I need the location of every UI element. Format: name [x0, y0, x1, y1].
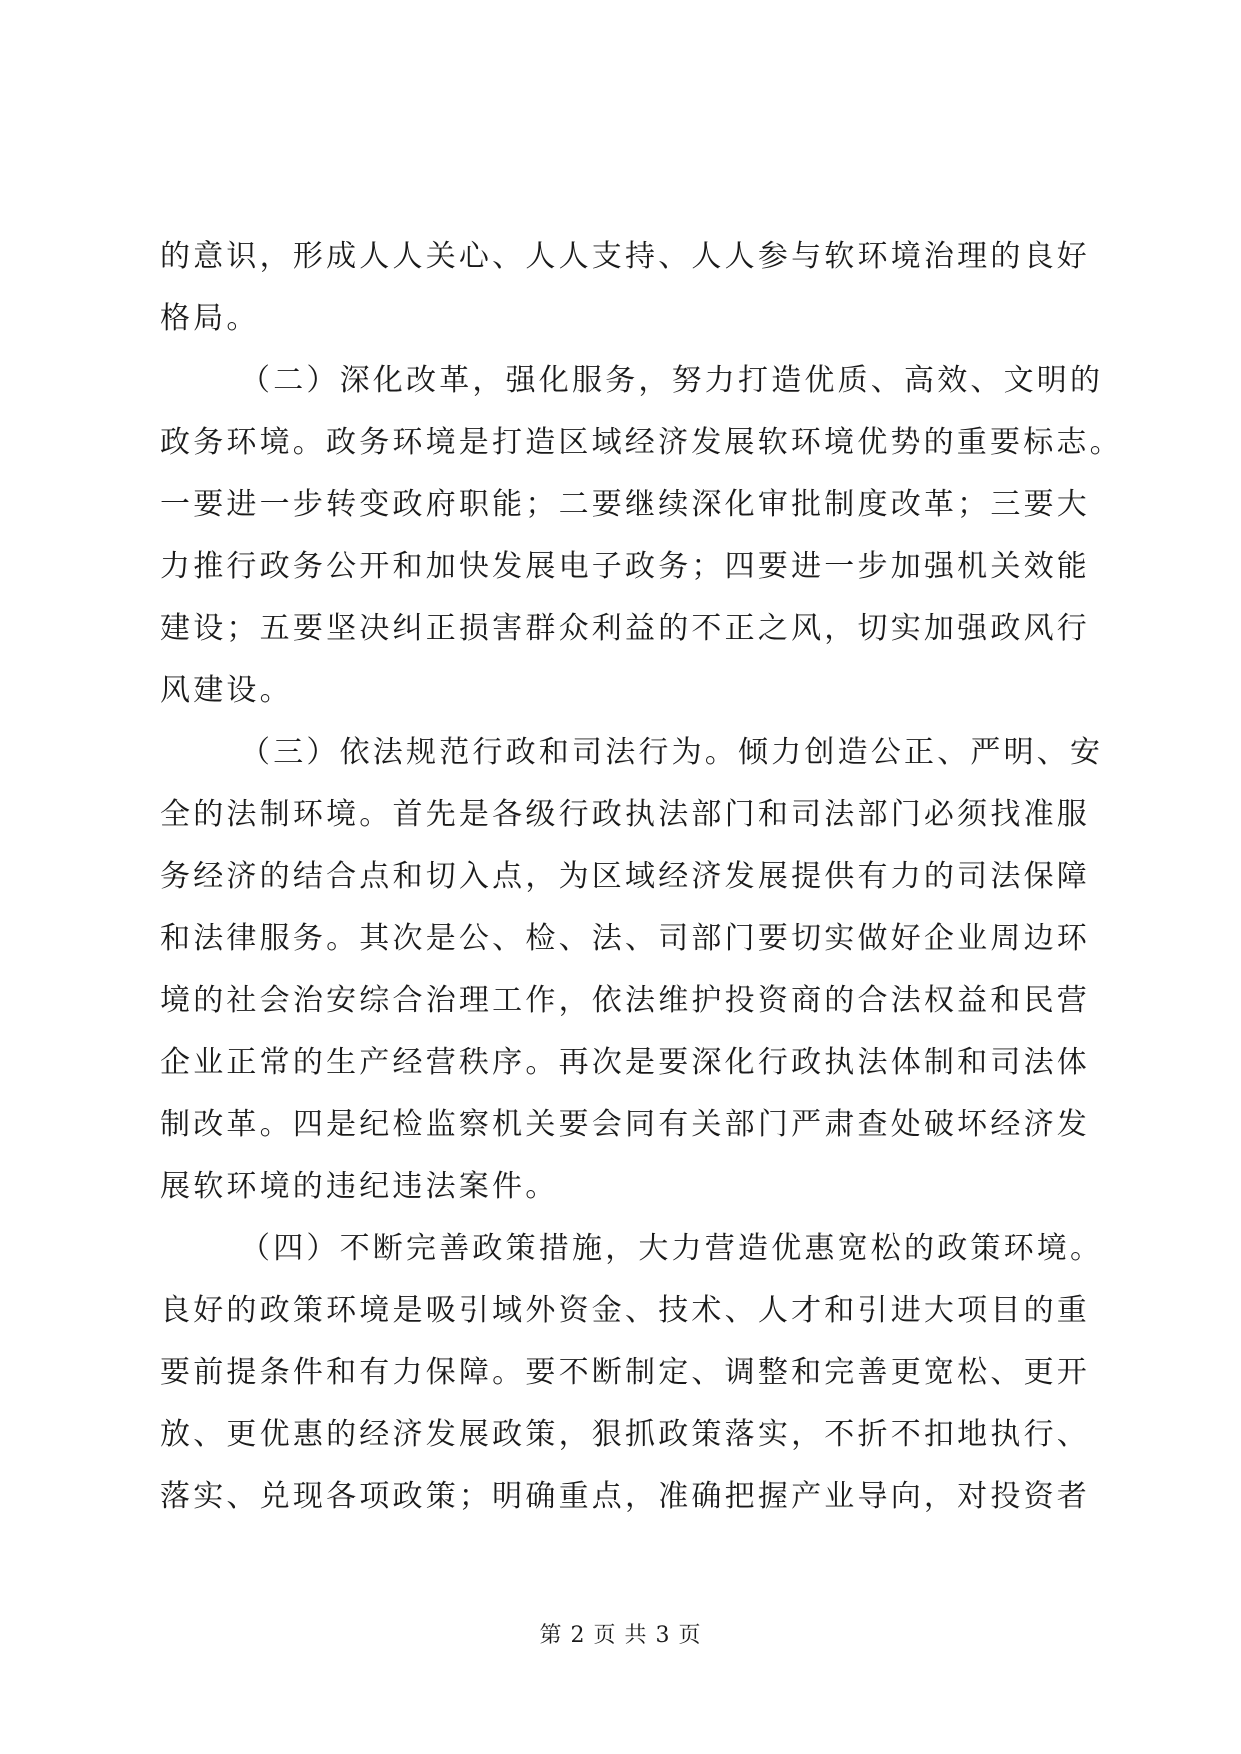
text-line: 格局。	[160, 301, 260, 336]
text-line: 建设；五要坚决纠正损害群众利益的不正之风，切实加强政风行	[160, 611, 1090, 646]
paragraph-section-2	[160, 350, 1123, 722]
text-line: 良好的政策环境是吸引域外资金、技术、人才和引进大项目的重	[160, 1293, 1090, 1328]
page-number: 第 2 页 共 3 页	[539, 1623, 702, 1648]
text-line: 要前提条件和有力保障。要不断制定、调整和完善更宽松、更开	[160, 1355, 1090, 1390]
paragraph-section-4	[160, 1218, 1104, 1528]
text-line: （四）不断完善政策措施，大力营造优惠宽松的政策环境。	[240, 1231, 1104, 1266]
document-body	[160, 226, 1123, 1528]
text-line: 的意识，形成人人关心、人人支持、人人参与软环境治理的良好	[160, 239, 1090, 274]
page-footer	[0, 1618, 1241, 1649]
text-line: 制改革。四是纪检监察机关要会同有关部门严肃查处破坏经济发	[160, 1107, 1090, 1142]
text-line: 力推行政务公开和加快发展电子政务；四要进一步加强机关效能	[160, 549, 1090, 584]
text-line: （二）深化改革，强化服务，努力打造优质、高效、文明的	[240, 363, 1104, 398]
text-line: 全的法制环境。首先是各级行政执法部门和司法部门必须找准服	[160, 797, 1090, 832]
text-line: 一要进一步转变政府职能；二要继续深化审批制度改革；三要大	[160, 487, 1090, 522]
text-line: 展软环境的违纪违法案件。	[160, 1169, 559, 1204]
text-line: （三）依法规范行政和司法行为。倾力创造公正、严明、安	[240, 735, 1104, 770]
text-line: 放、更优惠的经济发展政策，狠抓政策落实，不折不扣地执行、	[160, 1417, 1090, 1452]
paragraph-section-3	[160, 722, 1104, 1218]
paragraph-continuation	[160, 226, 1090, 350]
text-line: 政务环境。政务环境是打造区域经济发展软环境优势的重要标志。	[160, 425, 1123, 460]
text-line: 落实、兑现各项政策；明确重点，准确把握产业导向，对投资者	[160, 1479, 1090, 1514]
text-line: 境的社会治安综合治理工作，依法维护投资商的合法权益和民营	[160, 983, 1090, 1018]
text-line: 风建设。	[160, 673, 293, 708]
text-line: 企业正常的生产经营秩序。再次是要深化行政执法体制和司法体	[160, 1045, 1090, 1080]
text-line: 务经济的结合点和切入点，为区域经济发展提供有力的司法保障	[160, 859, 1090, 894]
text-line: 和法律服务。其次是公、检、法、司部门要切实做好企业周边环	[160, 921, 1090, 956]
